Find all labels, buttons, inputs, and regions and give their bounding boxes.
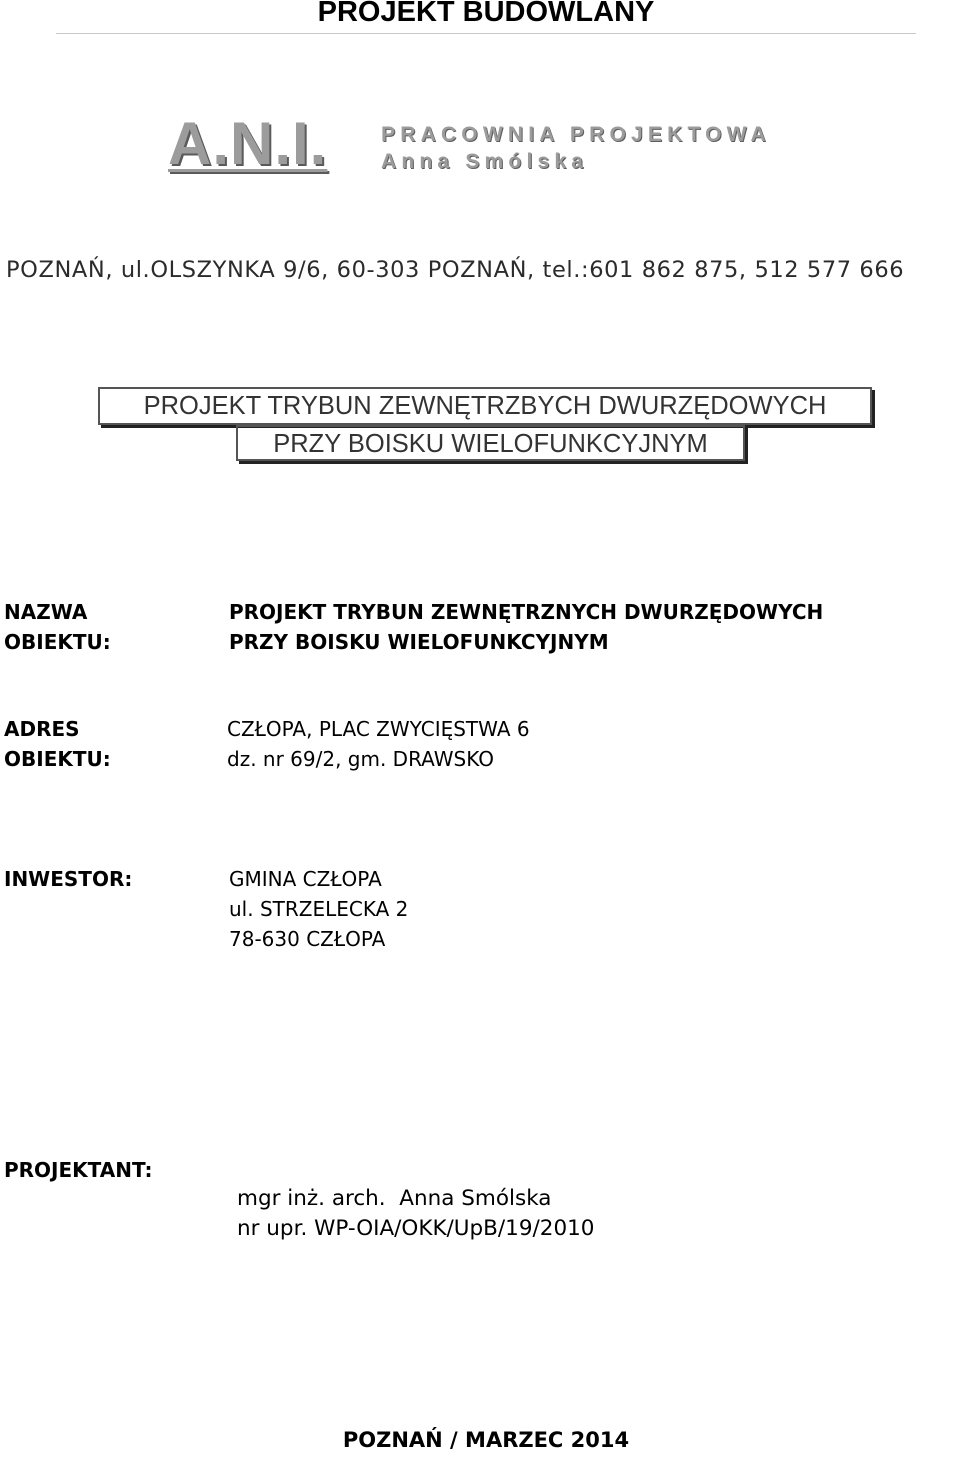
framed-title-line-2: PRZY BOISKU WIELOFUNKCYJNYM [236,425,745,461]
framed-title-line-1: PROJEKT TRYBUN ZEWNĘTRZBYCH DWURZĘDOWYCH [98,387,872,425]
object-name-label [4,597,111,657]
object-name-value [229,597,823,657]
object-address-value [227,714,530,774]
designer-value [237,1184,595,1244]
office-logo-owner: Anna Smólska [381,150,589,173]
investor-label: INWESTOR: [4,867,133,891]
investor-value-line-3: 78-630 CZŁOPA [229,927,386,951]
title-divider [56,33,916,34]
investor-value-line-2: ul. STRZELECKA 2 [229,897,409,921]
object-address-label-line-1: ADRES [4,717,80,741]
footer-place-date: POZNAŃ / MARZEC 2014 [342,1428,630,1452]
object-address-value-line-1: CZŁOPA, PLAC ZWYCIĘSTWA 6 [227,717,530,741]
object-address-label-line-2: OBIEKTU: [4,747,111,771]
investor-value-line-1: GMINA CZŁOPA [229,867,382,891]
designer-value-line-2: nr upr. WP-OIA/OKK/UpB/19/2010 [237,1216,595,1241]
document-title: PROJEKT BUDOWLANY [317,0,655,28]
investor-value [229,864,408,954]
object-name-value-line-2: PRZY BOISKU WIELOFUNKCYJNYM [229,630,609,654]
office-address: POZNAŃ, ul.OLSZYNKA 9/6, 60-303 POZNAŃ, tel.:601 862 875, 512 577 666 [6,257,905,283]
object-name-label-line-2: OBIEKTU: [4,630,111,654]
object-name-value-line-1: PROJEKT TRYBUN ZEWNĘTRZNYCH DWURZĘDOWYCH [229,600,824,624]
office-logo-name: PRACOWNIA PROJEKTOWA [381,123,771,146]
object-address-label [4,714,111,774]
designer-label: PROJEKTANT: [4,1158,153,1182]
object-name-label-line-1: NAZWA [4,600,88,624]
designer-value-line-1: mgr inż. arch. Anna Smólska [237,1186,552,1211]
office-logo-mark: A.N.I. [168,110,328,177]
object-address-value-line-2: dz. nr 69/2, gm. DRAWSKO [227,747,494,771]
